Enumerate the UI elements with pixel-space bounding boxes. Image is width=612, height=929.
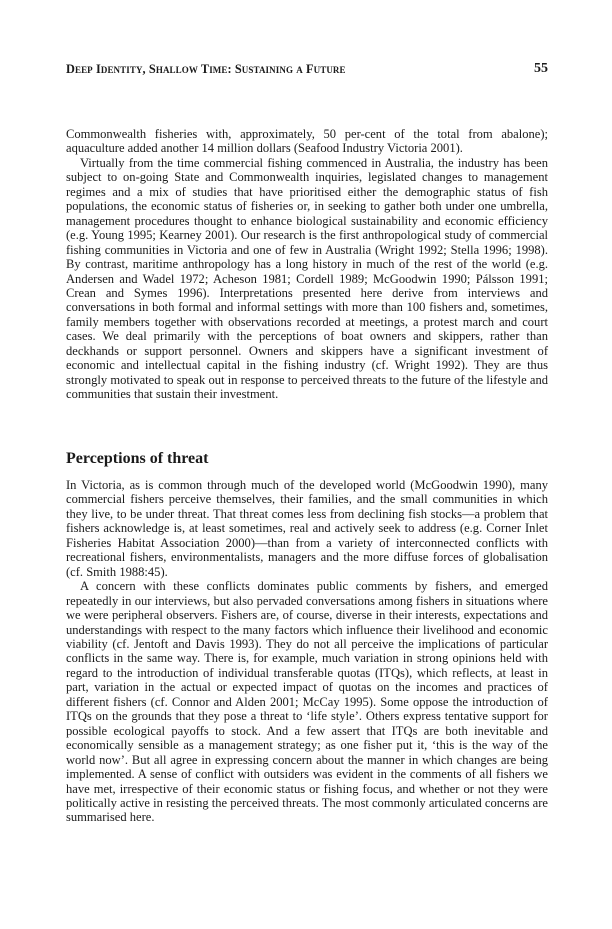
page-number: 55 — [534, 61, 548, 76]
intro-text-block — [66, 127, 548, 402]
paragraph-continuation: Commonwealth fisheries with, approximately, 50 per-cent of the total from abalone); aquaculture added another 14 million dollars (Seafood Industry Victoria 2001). — [66, 127, 548, 156]
paragraph-threat-intro: In Victoria, as is common through much of the developed world (McGoodwin 1990), many commercial fishers perceive themselves, their families, and the small communities in which they live, to be under threat. That threat comes less from declining fish stocks—a problem that fishers acknowledge is, at least sometimes, real and actively seek to address (e.g. Corner Inlet Fisheries Habitat Association 2000)—than from a variety of interconnected conflicts with recreational fishers, environmentalists, managers and the more diffuse forces of globalisation (cf. Smith 1988:45). — [66, 478, 548, 579]
threat-text-block — [66, 478, 548, 825]
section-heading: Perceptions of threat — [66, 450, 209, 467]
paragraph-threat-conflicts: A concern with these conflicts dominates public comments by fishers, and emerged repeatedly in our interviews, but also pervaded conversations among fishers in situations where we were peripheral observers. Fishers are, of course, diverse in their interests, expectations and understandings with respect to the many factors which influence their livelihood and economic viability (cf. Jentoft and Davis 1993). They do not all perceive the implications of particular conflicts in the same way. There is, for example, much variation in strong opinions held with regard to the introduction of individual transferable quotas (ITQs), which reflects, at least in part, variation in the actual or expected impact of quotas on the incomes and practices of different fishers (cf. Connor and Alden 2001; McCay 1995). Some oppose the introduction of ITQs on the grounds that they pose a threat to ‘life style’. Others express tentative support for possible ecological payoffs to stock. And a few assert that ITQs are both inevitable and economically sensible as a management strategy; as one fisher put it, ‘this is the way of the world now’. But all agree in expressing concern about the manner in which changes are being implemented. A sense of conflict with outsiders was evident in the comments of all fishers we have met, irrespective of their economic status or fishing focus, and whether or not they were politically active in resisting the perceived threats. The most commonly articulated concerns are summarised here. — [66, 579, 548, 825]
running-head: Deep Identity, Shallow Time: Sustaining a Future — [66, 62, 346, 76]
paragraph-research-context: Virtually from the time commercial fishing commenced in Australia, the industry has been subject to on-going State and Commonwealth inquiries, legislated changes to management regimes and a mix of studies that have prioritised either the demographic status of fish populations, the economic status of fisheries or, in seeking to gather both under one umbrella, management procedures thought to enhance biological sustainability and economic efficiency (e.g. Young 1995; Kearney 2001). Our research is the first anthropological study of commercial fishing communities in Victoria and one of few in Australia (Wright 1992; Stella 1996; 1998). By contrast, maritime anthropology has a long history in much of the rest of the world (e.g. Andersen and Wadel 1972; Acheson 1981; Cordell 1989; McGoodwin 1990; Pálsson 1991; Crean and Symes 1996). Interpretations presented here derive from interviews and conversations in both formal and informal settings with more than 100 fishers and, sometimes, family members together with observations recorded at meetings, a protest march and court cases. We deal primarily with the perceptions of boat owners and skippers, rather than deckhands or support personnel. Owners and skippers have a significant investment of economic and intellectual capital in the fishing industry (cf. Wright 1992). They are thus strongly motivated to speak out in response to perceived threats to the future of the lifestyle and communities that sustain their investment. — [66, 155, 548, 402]
